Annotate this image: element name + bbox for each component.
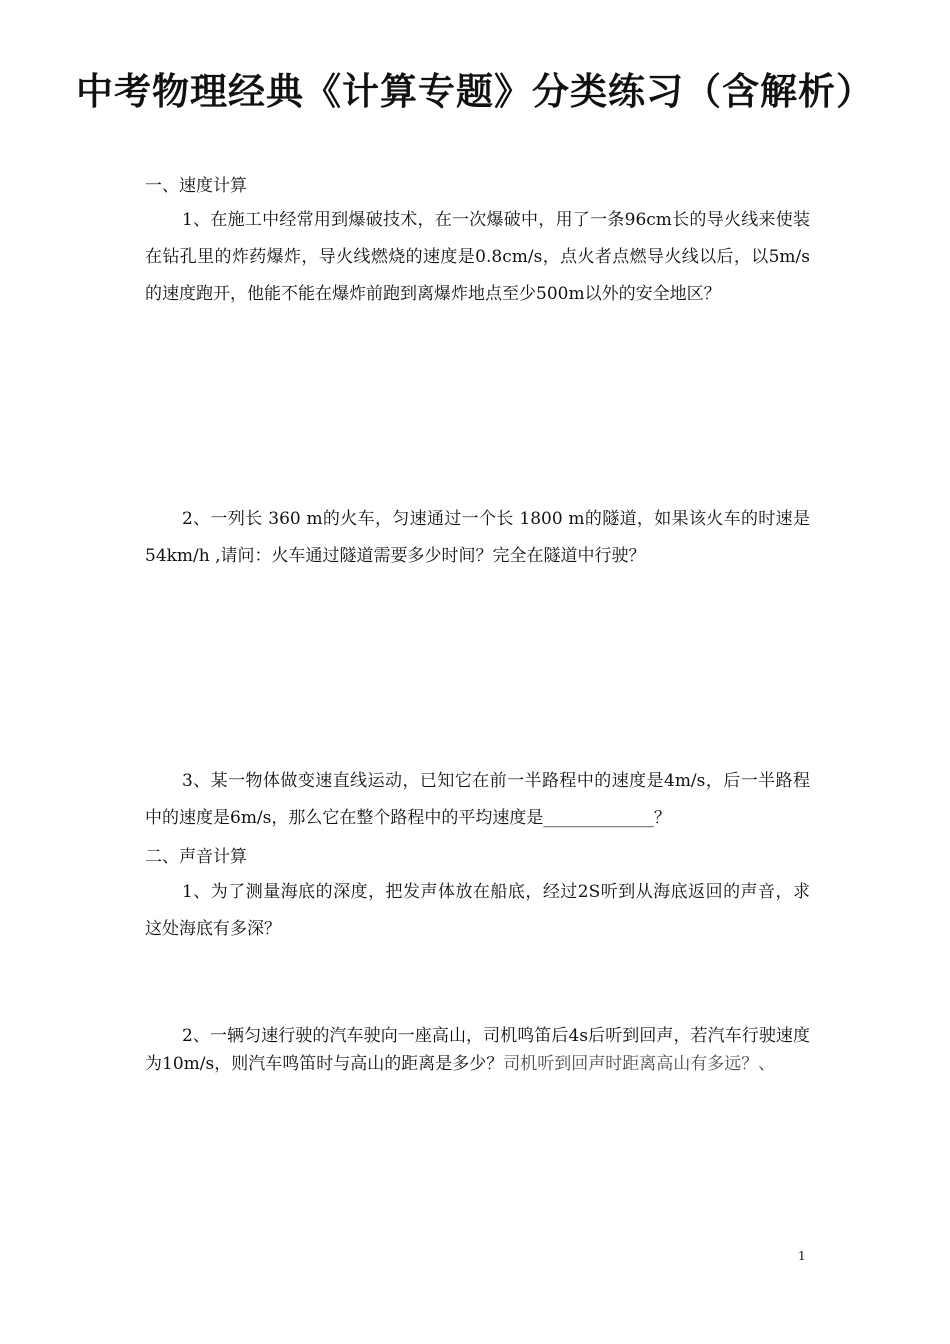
problem-sound-2-text: 2、一辆匀速行驶的汽车驶向一座高山，司机鸣笛后4s后听到回声，若汽车行驶速度为10m/s，则汽车鸣笛时与高山的距离是多少？ xyxy=(145,1026,810,1074)
problem-speed-1: 1、在施工中经常用到爆破技术，在一次爆破中，用了一条96cm长的导火线来使装在钻孔里的炸药爆炸，导火线燃烧的速度是0.8cm/s，点火者点燃导火线以后，以5m/s的速度跑开，他能不能在爆炸前跑到离爆炸地点至少500m以外的安全地区？ xyxy=(145,210,810,304)
page-title: 中考物理经典《计算专题》分类练习（含解析） xyxy=(76,70,874,113)
problem-sound-2-followup: 司机听到回声时距离高山有多远？、 xyxy=(503,1054,776,1074)
page-number: 1 xyxy=(798,1249,806,1263)
problem-sound-1: 1、为了测量海底的深度，把发声体放在船底，经过2S听到从海底返回的声音，求这处海底有多深？ xyxy=(145,882,810,939)
section-heading-speed: 一、速度计算 xyxy=(145,176,247,196)
problem-sound-2 xyxy=(145,1022,810,1078)
section-heading-sound: 二、声音计算 xyxy=(145,847,247,867)
problem-speed-3: 3、某一物体做变速直线运动，已知它在前一半路程中的速度是4m/s，后一半路程中的速度是6m/s，那么它在整个路程中的平均速度是_____________？ xyxy=(145,771,810,828)
problem-speed-2: 2、一列长 360 m的火车，匀速通过一个长 1800 m的隧道，如果该火车的时速是 54km/h ,请问：火车通过隧道需要多少时间？完全在隧道中行驶？ xyxy=(145,509,810,566)
